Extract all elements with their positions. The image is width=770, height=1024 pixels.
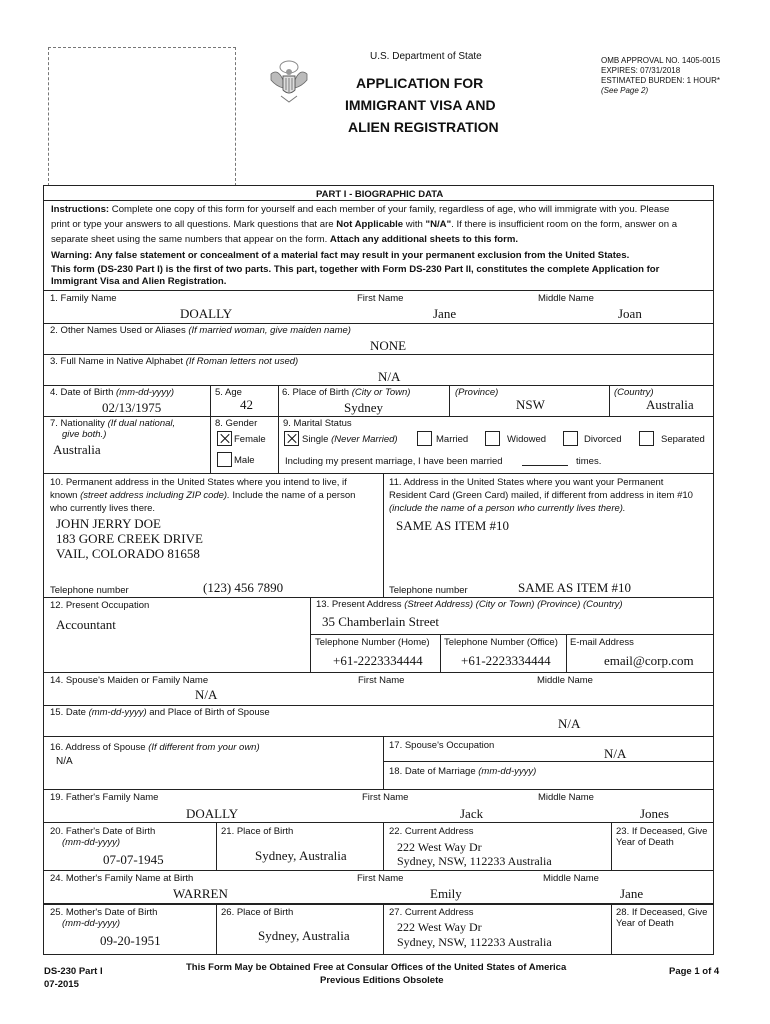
omb-see-page: (See Page 2): [601, 86, 649, 95]
q19-middle-name-label: Middle Name: [538, 792, 594, 803]
q24-label: 24. Mother's Family Name at Birth: [50, 873, 194, 884]
footer-page-number: Page 1 of 4: [669, 966, 720, 977]
q13-address-value[interactable]: 35 Chamberlain Street: [322, 614, 439, 629]
rule-v-left-bottom: [43, 904, 44, 954]
warning-line-2: This form (DS-230 Part I) is the first of two parts. This part, together with Form DS-230 Part II, constitutes the complete Application for: [51, 264, 660, 275]
q19-first-name-label: First Name: [362, 792, 409, 803]
q10-address-line-2[interactable]: 183 GORE CREEK DRIVE: [56, 531, 203, 546]
q16-label-hint: (If different from your own): [148, 742, 260, 753]
q20-label-hint: (mm-dd-yyyy): [62, 837, 121, 848]
instructions-line-3: [51, 234, 518, 245]
q5-label: 5. Age: [215, 387, 242, 398]
q24-mother-first-value[interactable]: Emily: [430, 886, 462, 901]
rule-q4-top: [43, 385, 714, 386]
rule-v-q27: [383, 904, 384, 954]
q6-label-text: 6. Place of Birth: [282, 387, 350, 398]
q16-label-text: 16. Address of Spouse: [50, 742, 146, 753]
q16-label: [50, 742, 260, 753]
q9-married-label: Married: [436, 434, 469, 445]
q9-married-checkbox[interactable]: [417, 431, 432, 446]
q9-times-married-field[interactable]: [522, 465, 568, 466]
instructions-text-3a: separate sheet using the same numbers that appear on the form.: [51, 234, 330, 245]
q10-label-2c: Include the name of a person: [229, 490, 356, 501]
rule-v-q13: [310, 597, 311, 672]
rule-v-q26: [216, 904, 217, 954]
q24-mother-family-value[interactable]: WARREN: [173, 886, 228, 901]
q6-country-label: (Country): [614, 387, 654, 398]
q10-label-1: 10. Permanent address in the United States where you intend to live, if: [50, 477, 347, 488]
q6-label-hint: (City or Town): [351, 387, 411, 398]
q24-mother-middle-value[interactable]: Jane: [620, 886, 644, 901]
q9-single-text: Single: [302, 434, 329, 445]
q14-middle-name-label: Middle Name: [537, 675, 593, 686]
q10-address-line-3[interactable]: VAIL, COLORADO 81658: [56, 546, 200, 561]
q13-home-phone-label: Telephone Number (Home): [315, 637, 430, 648]
q26-label: 26. Place of Birth: [221, 907, 294, 918]
q18-label: [389, 766, 536, 777]
rule-q7-top: [43, 416, 714, 417]
q11-phone-label: Telephone number: [389, 585, 468, 596]
rule-q16-top: [43, 736, 714, 737]
instructions-text-1: Complete one copy of this form for yourself and each member of your family, regardless of age, who will immigrate with you. Please: [111, 204, 670, 215]
q22-label: 22. Current Address: [389, 826, 474, 837]
instructions-text-2e: . If there is insufficient room on the form, answer on a: [451, 219, 678, 230]
q11-phone-value[interactable]: SAME AS ITEM #10: [518, 580, 632, 595]
q1-middle-name-value[interactable]: Joan: [618, 306, 642, 321]
photo-box: [48, 47, 236, 186]
q13-label-hint: (Street Address) (City or Town) (Province) (Country): [404, 599, 623, 610]
q10-phone-label: Telephone number: [50, 585, 129, 596]
q13-home-phone-value[interactable]: +61-2223334444: [333, 653, 423, 668]
q3-label: [50, 356, 298, 367]
q11-address-value[interactable]: SAME AS ITEM #10: [396, 518, 510, 533]
q23-label-2: Year of Death: [616, 837, 674, 848]
q15-label-c: and Place of Birth of Spouse: [146, 707, 270, 718]
q7-nationality-value[interactable]: Australia: [53, 442, 101, 457]
q2-label: [50, 325, 351, 336]
q13-office-phone-label: Telephone Number (Office): [444, 637, 558, 648]
q10-label-2a: known: [50, 490, 81, 501]
q10-label-2: [50, 490, 355, 501]
instructions-line-1: [51, 204, 669, 215]
q9-widowed-checkbox[interactable]: [485, 431, 500, 446]
rule-v-q28: [611, 904, 612, 954]
form-title-line-3: ALIEN REGISTRATION: [348, 119, 499, 135]
q8-female-label: Female: [234, 434, 266, 445]
instructions-line-2: [51, 219, 677, 230]
q12-label: 12. Present Occupation: [50, 600, 150, 611]
state-department-seal: [268, 58, 310, 106]
rule-form-bottom: [43, 954, 714, 955]
warning-line-3: Immigrant Visa and Alien Registration.: [51, 276, 227, 287]
rule-v-q6-province: [449, 385, 450, 416]
part-heading: PART I - BIOGRAPHIC DATA: [316, 189, 444, 200]
instructions-text-2c: with: [403, 219, 426, 230]
q20-label: 20. Father's Date of Birth: [50, 826, 156, 837]
q4-label: [50, 387, 174, 398]
q5-age-value[interactable]: 42: [240, 397, 253, 412]
q13-label: [316, 599, 623, 610]
q11-label-2-text: Resident Card (Green Card) mailed, if different from address in item #10: [389, 490, 693, 501]
rule-v-q23: [611, 822, 612, 870]
q7-label-hint-1: (If dual national,: [107, 418, 176, 429]
rule-q3-top: [43, 354, 714, 355]
rule-v-q21: [216, 822, 217, 870]
q17-label: 17. Spouse's Occupation: [389, 740, 495, 751]
q14-first-name-label: First Name: [358, 675, 405, 686]
q9-single-hint: (Never Married): [331, 434, 398, 445]
rule-v-q5: [210, 385, 211, 473]
q15-label: [50, 707, 270, 718]
q13-email-label: E-mail Address: [570, 637, 634, 648]
q28-label-2: Year of Death: [616, 918, 674, 929]
q16-spouse-address-value[interactable]: N/A: [56, 756, 73, 767]
q7-label-hint-2: give both.): [62, 429, 107, 440]
rule-q15-top: [43, 705, 714, 706]
q15-label-a: 15. Date: [50, 707, 89, 718]
q18-label-text: 18. Date of Marriage: [389, 766, 476, 777]
q27-mother-address-line-2[interactable]: Sydney, NSW, 112233 Australia: [397, 935, 552, 949]
instructions-label: Instructions:: [51, 204, 110, 215]
q2-label-text: 2. Other Names Used or Aliases: [50, 325, 186, 336]
instructions-text-3b: Attach any additional sheets to this form.: [329, 234, 519, 245]
q9-divorced-checkbox[interactable]: [563, 431, 578, 446]
q6-province-label: (Province): [455, 387, 499, 398]
rule-v-q17: [383, 736, 384, 789]
q19-father-family-value[interactable]: DOALLY: [186, 806, 239, 821]
rule-q18-top: [383, 761, 714, 762]
rule-q10-top: [43, 473, 714, 474]
q25-mother-dob-value[interactable]: 09-20-1951: [100, 933, 161, 948]
rule-v-q13-email: [566, 634, 567, 672]
q4-dob-value[interactable]: 02/13/1975: [102, 400, 162, 415]
q13-email-value[interactable]: email@corp.com: [604, 653, 694, 668]
q1-first-name-value[interactable]: Jane: [433, 306, 457, 321]
rule-q19-top: [43, 789, 714, 790]
q14-spouse-name-value[interactable]: N/A: [195, 687, 218, 702]
rule-under-heading: [43, 200, 714, 201]
q4-label-text: 4. Date of Birth: [50, 387, 114, 398]
rule-q14-top: [43, 672, 714, 673]
q3-label-text: 3. Full Name in Native Alphabet: [50, 356, 184, 367]
instructions-text-2d: "N/A": [425, 219, 452, 230]
rule-q24-top: [43, 870, 714, 871]
rule-v-right-bottom: [713, 904, 714, 954]
q19-father-first-value[interactable]: Jack: [460, 806, 484, 821]
q14-label: 14. Spouse's Maiden or Family Name: [50, 675, 209, 686]
q15-spouse-birth-value[interactable]: N/A: [558, 716, 581, 731]
footer-line-2: Previous Editions Obsolete: [320, 975, 444, 986]
q7-label-text: 7. Nationality: [50, 418, 105, 429]
q7-label: [50, 418, 175, 429]
q26-mother-birthplace-value[interactable]: Sydney, Australia: [258, 928, 350, 943]
q10-address-line-1[interactable]: JOHN JERRY DOE: [56, 516, 161, 531]
instructions-text-2a: print or type your answers to all questions. Mark questions that are: [51, 219, 337, 230]
q25-label: 25. Mother's Date of Birth: [50, 907, 158, 918]
q3-label-hint: (If Roman letters not used): [185, 356, 299, 367]
rule-v-q13-office: [440, 634, 441, 672]
rule-v-q11: [383, 473, 384, 597]
q24-middle-name-label: Middle Name: [543, 873, 599, 884]
q6-label: [282, 387, 410, 398]
q11-label-1: 11. Address in the United States where you want your Permanent: [389, 477, 664, 488]
q6-country-value[interactable]: Australia: [646, 397, 694, 412]
q12-occupation-value[interactable]: Accountant: [56, 617, 116, 632]
rule-q2-top: [43, 323, 714, 324]
q8-female-checkbox[interactable]: [217, 431, 232, 446]
rule-q20-top: [43, 822, 714, 823]
q6-city-value[interactable]: Sydney: [344, 400, 383, 415]
form-title-line-1: APPLICATION FOR: [356, 75, 484, 91]
q13-office-phone-value[interactable]: +61-2223334444: [461, 653, 551, 668]
warning-line-1: Warning: Any false statement or concealment of a material fact may result in your permanent exclusion from the United States.: [51, 250, 630, 261]
q11-label-2: [389, 490, 693, 501]
omb-expires: EXPIRES: 07/31/2018: [601, 66, 681, 75]
q9-including-label: Including my present marriage, I have been married: [285, 456, 503, 467]
instructions-text-2b: Not Applicable: [336, 219, 404, 230]
q23-label-1: 23. If Deceased, Give: [616, 826, 708, 837]
omb-approval: OMB APPROVAL NO. 1405-0015: [601, 56, 721, 65]
q22-father-address-line-1[interactable]: 222 West Way Dr: [397, 840, 482, 854]
q1-middle-name-label: Middle Name: [538, 293, 594, 304]
q4-label-hint: (mm-dd-yyyy): [116, 387, 175, 398]
rule-q12-top: [43, 597, 714, 598]
footer-form-id: DS-230 Part I: [44, 966, 103, 977]
q28-label-1: 28. If Deceased, Give: [616, 907, 708, 918]
rule-v-q22: [383, 822, 384, 870]
footer-line-1: This Form May be Obtained Free at Consular Offices of the United States of America: [186, 962, 567, 973]
q3-native-name-value[interactable]: N/A: [378, 369, 401, 384]
q27-mother-address-line-1[interactable]: 222 West Way Dr: [397, 920, 482, 934]
q2-other-names-value[interactable]: NONE: [370, 338, 407, 353]
q17-spouse-occupation-value[interactable]: N/A: [604, 746, 627, 761]
q21-father-birthplace-value[interactable]: Sydney, Australia: [255, 848, 347, 863]
q1-family-name-value[interactable]: DOALLY: [180, 306, 233, 321]
department-name: U.S. Department of State: [370, 51, 482, 62]
q8-male-label: Male: [234, 455, 255, 466]
q9-single-checkbox[interactable]: [284, 431, 299, 446]
q6-province-value[interactable]: NSW: [516, 397, 545, 412]
q10-label-3: who currently lives there.: [50, 503, 156, 514]
footer-form-date: 07-2015: [44, 979, 79, 990]
q10-label-2b: (street address including ZIP code).: [80, 490, 230, 501]
q27-label: 27. Current Address: [389, 907, 474, 918]
q13-label-text: 13. Present Address: [316, 599, 402, 610]
q1-first-name-label: First Name: [357, 293, 404, 304]
q19-label: 19. Father's Family Name: [50, 792, 159, 803]
q19-father-middle-value[interactable]: Jones: [640, 806, 669, 821]
rule-v-q6: [278, 385, 279, 473]
q8-male-checkbox[interactable]: [217, 452, 232, 467]
form-title-line-2: IMMIGRANT VISA AND: [345, 97, 496, 113]
omb-burden: ESTIMATED BURDEN: 1 HOUR*: [601, 76, 720, 85]
q18-label-hint: (mm-dd-yyyy): [478, 766, 537, 777]
q1-label: 1. Family Name: [50, 293, 117, 304]
q20-father-dob-value[interactable]: 07-07-1945: [103, 852, 164, 867]
q9-separated-checkbox[interactable]: [639, 431, 654, 446]
q9-times-label: times.: [576, 456, 602, 467]
q10-phone-value[interactable]: (123) 456 7890: [203, 580, 284, 595]
rule-q13-phones: [310, 634, 714, 635]
q25-label-hint: (mm-dd-yyyy): [62, 918, 121, 929]
q9-widowed-label: Widowed: [507, 434, 547, 445]
rule-q25-top: [43, 904, 714, 905]
q8-label: 8. Gender: [215, 418, 258, 429]
q21-label: 21. Place of Birth: [221, 826, 294, 837]
q9-separated-label: Separated: [661, 434, 705, 445]
q22-father-address-line-2[interactable]: Sydney, NSW, 112233 Australia: [397, 854, 552, 868]
q9-single-label: [302, 434, 398, 445]
rule-v-q6-country: [609, 385, 610, 416]
q11-label-3: (include the name of a person who currently lives there).: [389, 503, 626, 514]
q2-label-hint: (If married woman, give maiden name): [188, 325, 351, 336]
q24-first-name-label: First Name: [357, 873, 404, 884]
q9-divorced-label: Divorced: [584, 434, 622, 445]
q9-label: 9. Marital Status: [283, 418, 352, 429]
rule-q1-top: [43, 290, 714, 291]
q15-label-b: (mm-dd-yyyy): [88, 707, 147, 718]
